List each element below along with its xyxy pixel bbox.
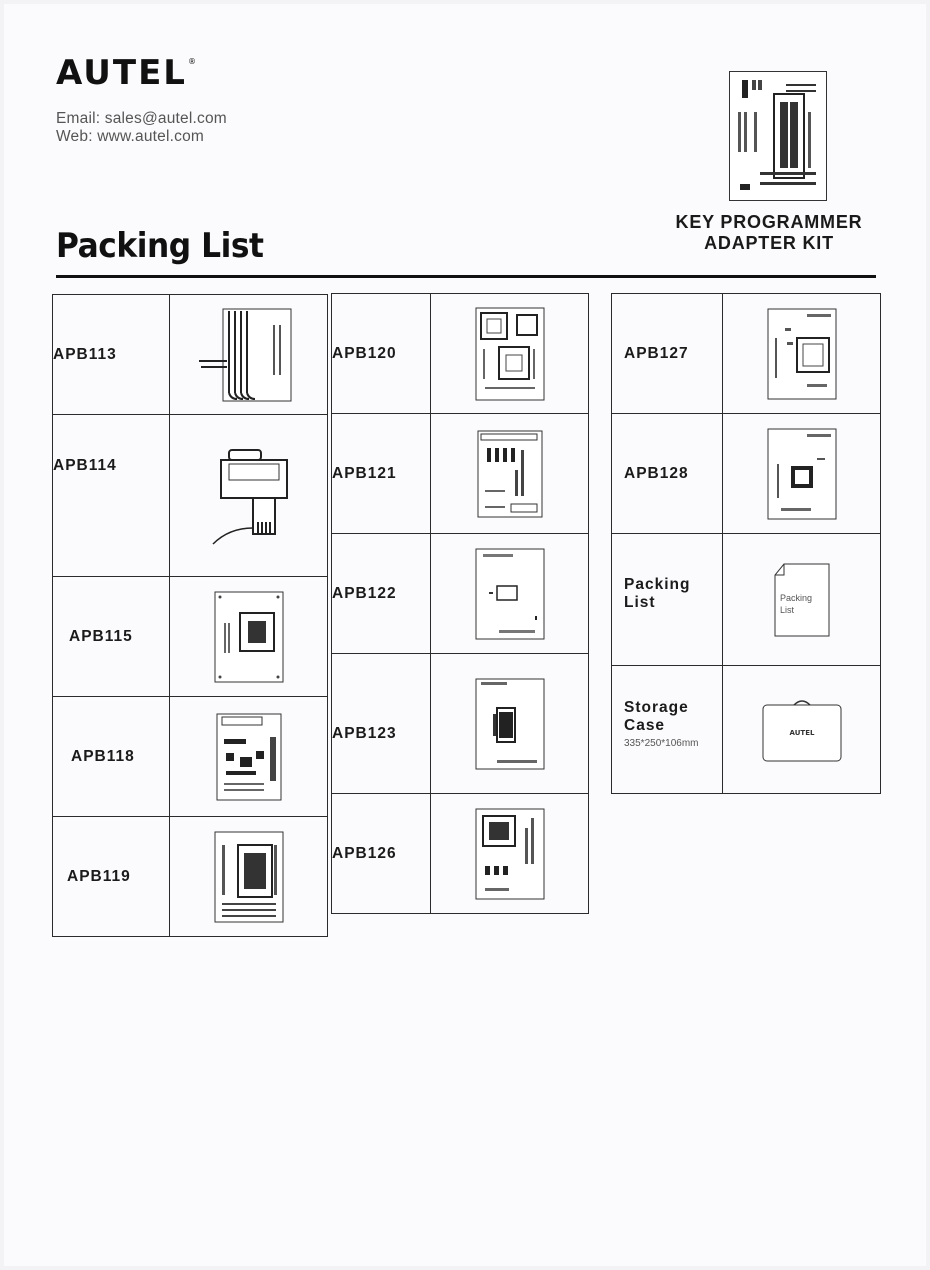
item-label-line1: Storage [624,698,689,716]
table-row [612,294,881,414]
circuit-board-icon [216,713,282,801]
item-label [612,534,723,666]
item-label: APB115 [53,577,170,697]
qfp-socket-board-icon [767,308,837,400]
item-label: APB113 [53,295,170,415]
kit-title-line1: KEY PROGRAMMER [675,212,863,232]
item-label: APB121 [332,414,431,534]
table-row [332,414,589,534]
brand-name: AUTEL [56,53,187,93]
table-row [612,666,881,794]
large-socket-board-icon [214,831,284,923]
item-label: APB120 [332,294,431,414]
packing-table-column-2 [331,293,589,914]
small-chip-board-icon [475,548,545,640]
table-row [612,534,881,666]
item-label: APB118 [53,697,170,817]
table-row [53,295,328,415]
web-line: Web: www.autel.com [56,128,205,145]
case-dimensions: 335*250*106mm [624,737,699,749]
document-title-line1: Packing [779,592,812,603]
item-label: APB126 [332,794,431,914]
item-image-cell [723,414,881,534]
kit-board-icon [730,72,826,200]
item-image-cell [170,817,328,937]
socket-board-icon [214,591,284,683]
item-image-cell [170,415,328,577]
socket-board-icon [475,808,545,900]
item-image-cell [431,534,589,654]
autel-logo [56,53,198,93]
tsop-board-icon [475,678,545,770]
document-title-line2: List [779,604,794,615]
table-row [53,697,328,817]
item-label [612,666,723,794]
registered-mark: ® [187,57,198,66]
item-label: APB128 [612,414,723,534]
clip-adapter-icon [199,446,299,546]
table-row [612,414,881,534]
case-logo-text: AUTEL [789,728,814,737]
packing-list-sheet [4,4,926,1266]
table-row [332,294,589,414]
item-label: APB123 [332,654,431,794]
item-label-line2: Case [624,716,666,734]
table-row [53,577,328,697]
item-label-line2: List [624,593,656,611]
item-label: APB119 [53,817,170,937]
triple-socket-board-icon [475,307,545,401]
item-label: APB122 [332,534,431,654]
item-image-cell [431,414,589,534]
cable-adapter-icon [199,305,299,405]
item-label: APB114 [53,415,170,577]
item-image-cell [723,666,881,794]
item-image-cell [431,294,589,414]
document-icon [774,563,830,637]
item-image-cell [431,794,589,914]
qfp-chip-board-icon [767,428,837,520]
header-board-icon [477,430,543,518]
item-label: APB127 [612,294,723,414]
table-row [53,415,328,577]
title-divider [56,275,876,278]
item-image-cell [723,294,881,414]
item-label-line1: Packing [624,575,691,593]
storage-case-icon [762,697,842,763]
item-image-cell [431,654,589,794]
packing-table-column-1 [52,294,328,937]
table-row [53,817,328,937]
kit-board-thumbnail [729,71,827,201]
kit-title-line2: ADAPTER KIT [704,233,834,253]
packing-table-column-3 [611,293,881,794]
table-row [332,794,589,914]
item-image-cell [170,577,328,697]
item-image-cell [723,534,881,666]
contact-info [56,110,227,146]
item-image-cell [170,295,328,415]
item-image-cell [170,697,328,817]
kit-title [644,212,894,254]
table-row [332,534,589,654]
table-row [332,654,589,794]
page-title: Packing List [56,226,264,266]
email-line: Email: sales@autel.com [56,110,227,127]
